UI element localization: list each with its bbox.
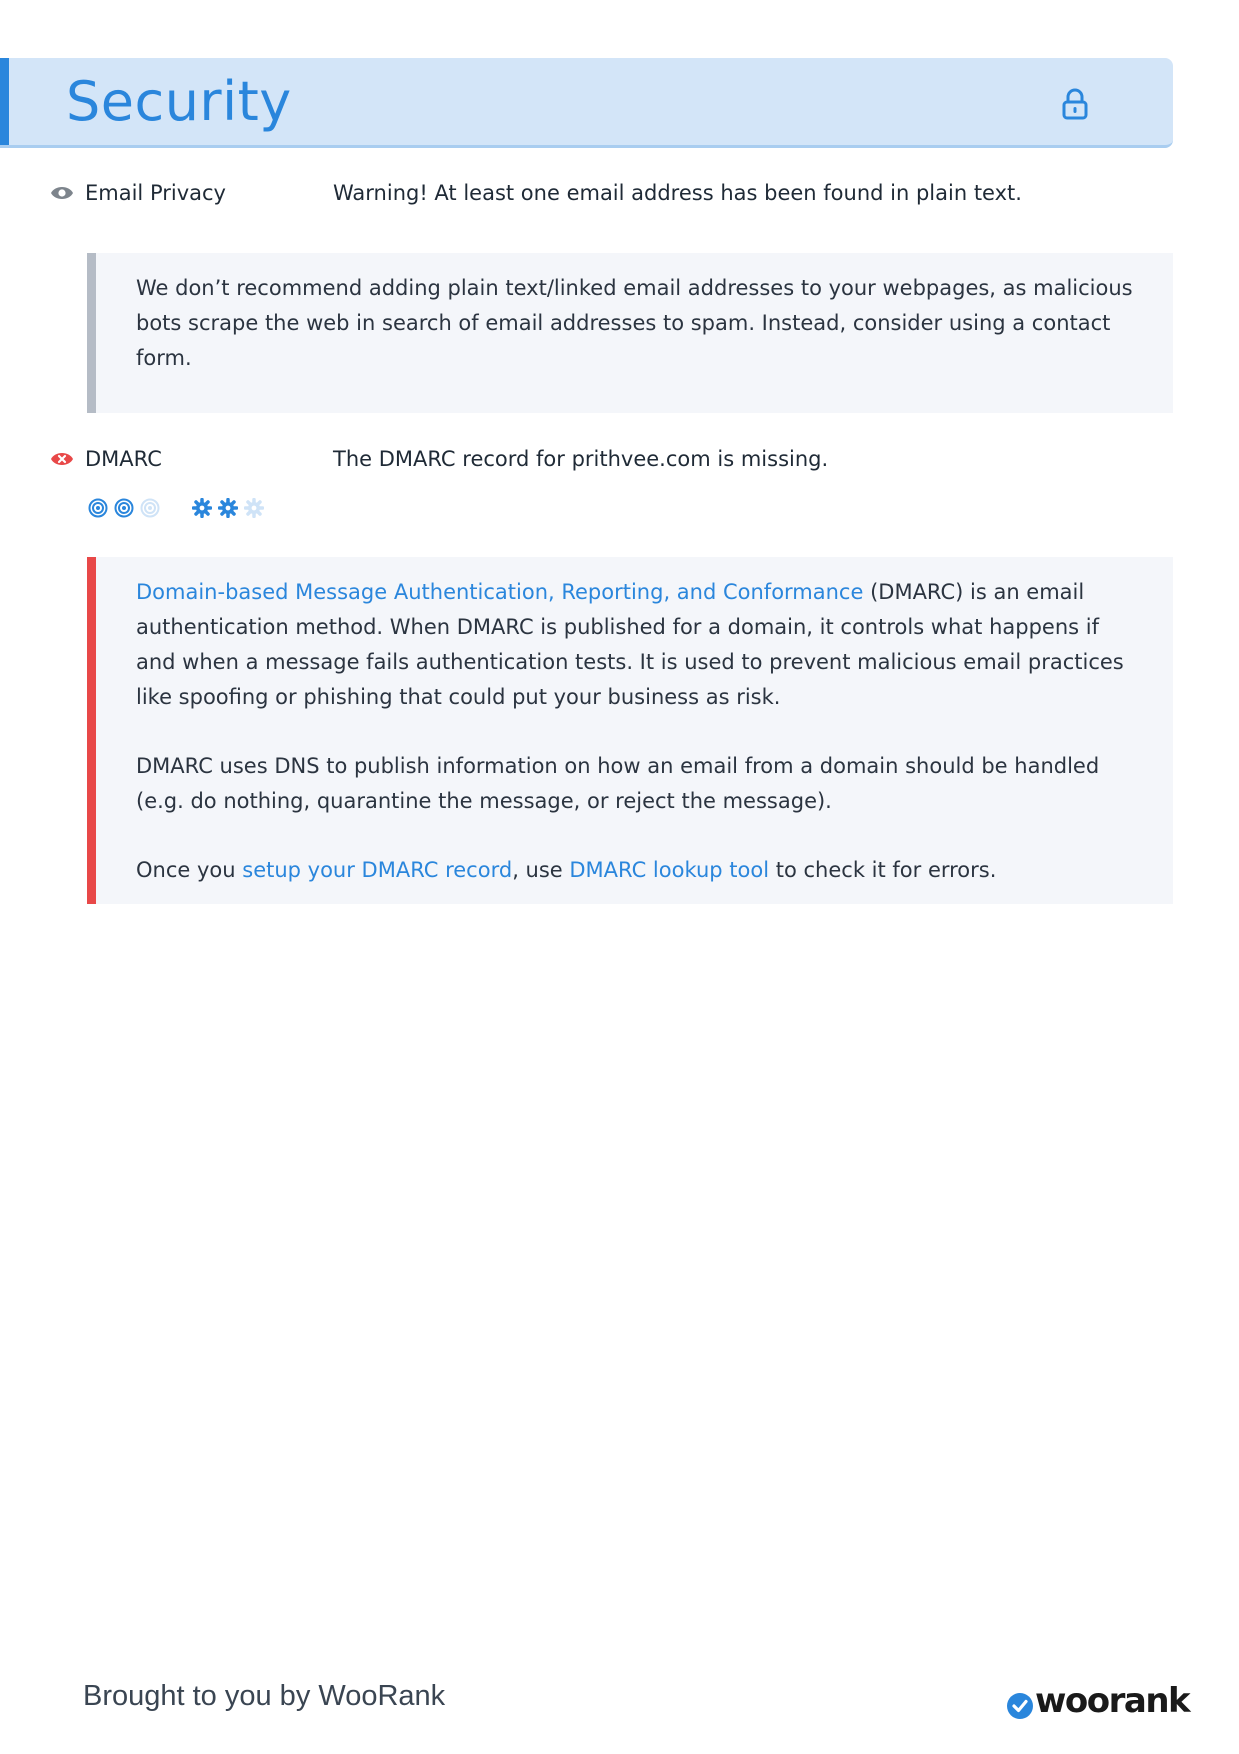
callout-text: , use	[512, 858, 570, 882]
priority-target-icon	[114, 498, 134, 518]
check-badge-icon	[1005, 1689, 1037, 1721]
section-accent-bar	[0, 58, 9, 145]
lock-icon	[1062, 88, 1088, 120]
callout-text: (DMARC) is an email authentication method. When DMARC is published for a domain, it controls what happens if and when a message fails authentication tests. It is used to prevent malicious email practices like spoofing or phishing that could put your business as risk.	[136, 580, 1124, 709]
check-message: Warning! At least one email address has been found in plain text.	[333, 181, 1022, 205]
dmarc-definition-link[interactable]: Domain-based Message Authentication, Reporting, and Conformance	[136, 580, 864, 604]
dmarc-ratings	[88, 498, 288, 522]
callout-text: to check it for errors.	[769, 858, 997, 882]
check-email-privacy	[50, 178, 1170, 208]
check-message: The DMARC record for prithvee.com is missing.	[333, 447, 829, 471]
email-privacy-callout	[87, 253, 1173, 413]
callout-paragraph: DMARC uses DNS to publish information on how an email from a domain should be handled (e.g. do nothing, quarantine the message, or reject the message).	[136, 754, 1100, 813]
setup-dmarc-link[interactable]: setup your DMARC record	[242, 858, 513, 882]
section-header	[0, 58, 1173, 148]
footer-credit: Brought to you by WooRank	[83, 1680, 446, 1712]
woorank-logo	[1005, 1681, 1190, 1723]
check-dmarc	[50, 444, 1170, 474]
eye-icon	[50, 182, 74, 204]
logo-wordmark: woorank	[1035, 1681, 1190, 1721]
callout-paragraph	[136, 575, 1143, 715]
priority-target-empty-icon	[140, 498, 160, 518]
callout-paragraph	[136, 853, 1143, 888]
callout-text: Once you	[136, 858, 243, 882]
check-label: Email Privacy	[85, 181, 226, 205]
section-title: Security	[66, 70, 292, 133]
check-label: DMARC	[85, 447, 162, 471]
callout-text: We don’t recommend adding plain text/linked email addresses to your webpages, as malicious bots scrape the web in search of email addresses to spam. Instead, consider using a contact form.	[136, 276, 1133, 370]
dmarc-lookup-link[interactable]: DMARC lookup tool	[569, 858, 770, 882]
difficulty-gear-icon	[218, 498, 238, 518]
difficulty-gear-icon	[192, 498, 212, 518]
difficulty-gear-empty-icon	[244, 498, 264, 518]
priority-target-icon	[88, 498, 108, 518]
error-icon	[50, 448, 74, 470]
dmarc-callout	[87, 557, 1173, 904]
